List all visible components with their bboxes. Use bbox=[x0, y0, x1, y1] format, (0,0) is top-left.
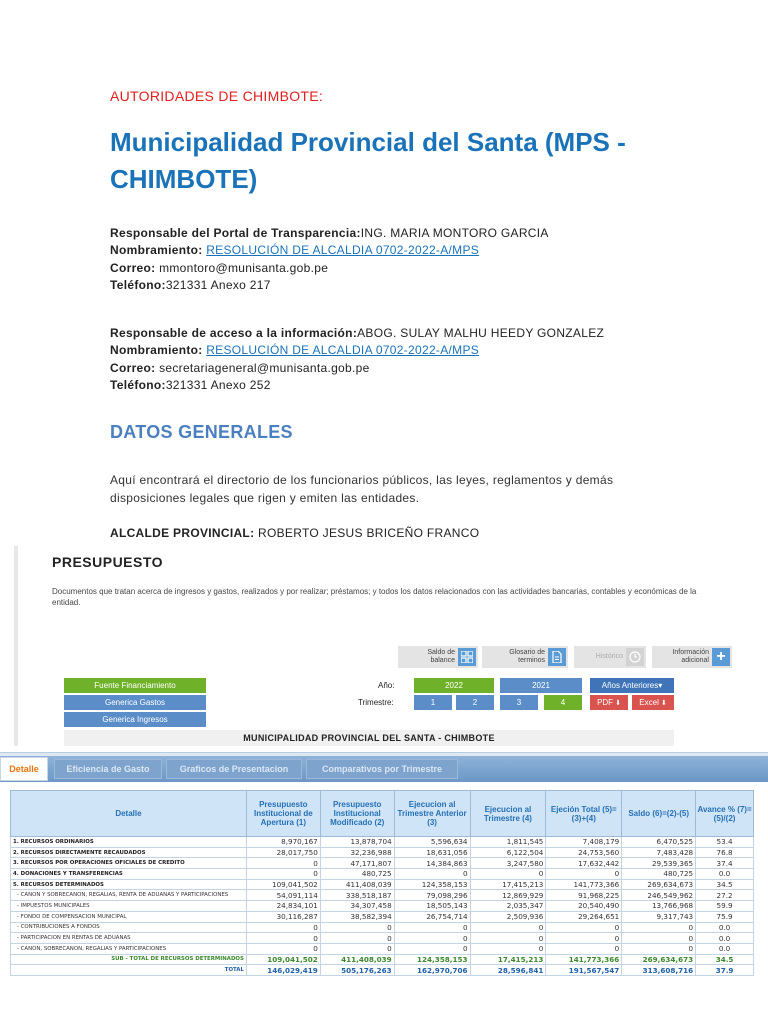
row-value: 269,634,673 bbox=[622, 954, 696, 965]
row-value: 6,470,525 bbox=[622, 837, 696, 848]
row-value: 0 bbox=[394, 933, 470, 944]
header-pia: Presupuesto Institucional de Apertura (1) bbox=[246, 791, 320, 837]
row-value: 480,725 bbox=[320, 869, 394, 880]
row-value: 29,264,651 bbox=[546, 911, 622, 922]
row-value: 7,483,428 bbox=[622, 847, 696, 858]
row-label: 3. RECURSOS POR OPERACIONES OFICIALES DE CREDITO bbox=[11, 858, 247, 869]
row-label: 2. RECURSOS DIRECTAMENTE RECAUDADOS bbox=[11, 847, 247, 858]
row-value: 9,317,743 bbox=[622, 911, 696, 922]
transparency-phone-label: Teléfono: bbox=[110, 277, 166, 292]
row-label: TOTAL bbox=[11, 965, 247, 976]
table-row bbox=[11, 911, 754, 922]
header-ejec-total: Ejeción Total (5)=(3)+(4) bbox=[546, 791, 622, 837]
row-value: 141,773,366 bbox=[546, 954, 622, 965]
table-body bbox=[11, 837, 754, 976]
row-value: 8,970,167 bbox=[246, 837, 320, 848]
row-label: - CANON, SOBRECANON, REGALIAS Y PARTICIPACIONES bbox=[11, 943, 247, 954]
quarter-4-button[interactable]: 4 bbox=[544, 695, 582, 710]
row-value: 28,017,750 bbox=[246, 847, 320, 858]
row-value: 0 bbox=[320, 933, 394, 944]
row-value: 191,567,547 bbox=[546, 965, 622, 976]
transparency-responsible-name: ING. MARIA MONTORO GARCIA bbox=[360, 226, 549, 240]
pdf-export-button[interactable] bbox=[590, 695, 628, 710]
row-value: 18,631,056 bbox=[394, 847, 470, 858]
row-value: 141,773,366 bbox=[546, 879, 622, 890]
row-value: 17,415,213 bbox=[470, 879, 546, 890]
header-saldo: Saldo (6)=(2)-(5) bbox=[622, 791, 696, 837]
row-value: 47,171,807 bbox=[320, 858, 394, 869]
anio-label: Año: bbox=[378, 681, 395, 690]
quarter-2-button[interactable]: 2 bbox=[456, 695, 494, 710]
row-value: 269,634,673 bbox=[622, 879, 696, 890]
row-label: - CONTRIBUCIONES A FONDOS bbox=[11, 922, 247, 933]
general-section-title: DATOS GENERALES bbox=[110, 422, 293, 442]
clock-icon bbox=[626, 648, 644, 666]
row-value: 0 bbox=[246, 933, 320, 944]
table-row bbox=[11, 858, 754, 869]
table-row bbox=[11, 879, 754, 890]
transparency-responsible-label: Responsable del Portal de Transparencia: bbox=[110, 226, 361, 240]
header-detalle: Detalle bbox=[11, 791, 247, 837]
row-value: 0 bbox=[470, 943, 546, 954]
table-row bbox=[11, 901, 754, 912]
glosario-button[interactable] bbox=[482, 646, 568, 668]
table-row bbox=[11, 943, 754, 954]
row-avance: 37.4 bbox=[696, 858, 754, 869]
year-2022-button[interactable]: 2022 bbox=[414, 678, 494, 693]
row-value: 18,505,143 bbox=[394, 901, 470, 912]
table-row bbox=[11, 954, 754, 965]
fuente-financiamiento-button[interactable]: Fuente Financiamiento bbox=[64, 678, 206, 693]
row-value: 29,539,365 bbox=[622, 858, 696, 869]
row-value: 411,408,039 bbox=[320, 954, 394, 965]
tabs-bar bbox=[0, 752, 768, 782]
row-value: 338,518,187 bbox=[320, 890, 394, 901]
table-row bbox=[11, 837, 754, 848]
row-value: 2,035,347 bbox=[470, 901, 546, 912]
row-label: 1. RECURSOS ORDINARIOS bbox=[11, 837, 247, 848]
budget-table bbox=[10, 790, 754, 976]
download-icon: ⬇ bbox=[615, 699, 621, 707]
row-value: 0 bbox=[246, 869, 320, 880]
row-avance: 0.0 bbox=[696, 922, 754, 933]
authorities-heading: AUTORIDADES DE CHIMBOTE: bbox=[110, 88, 324, 104]
row-value: 0 bbox=[246, 922, 320, 933]
row-value: 0 bbox=[470, 933, 546, 944]
header-ejec-anterior: Ejecucion al Trimestre Anterior (3) bbox=[394, 791, 470, 837]
table-row bbox=[11, 847, 754, 858]
row-value: 6,122,504 bbox=[470, 847, 546, 858]
row-label: SUB - TOTAL DE RECURSOS DETERMINADOS bbox=[11, 954, 247, 965]
row-value: 480,725 bbox=[622, 869, 696, 880]
row-value: 24,753,560 bbox=[546, 847, 622, 858]
presupuesto-title: PRESUPUESTO bbox=[52, 554, 164, 570]
row-value: 1,811,545 bbox=[470, 837, 546, 848]
informacion-button[interactable] bbox=[652, 646, 732, 668]
row-value: 0 bbox=[622, 933, 696, 944]
historico-label: Histórico bbox=[595, 653, 623, 660]
row-value: 26,754,714 bbox=[394, 911, 470, 922]
row-value: 0 bbox=[470, 922, 546, 933]
row-value: 17,632,442 bbox=[546, 858, 622, 869]
row-value: 109,041,502 bbox=[246, 879, 320, 890]
presupuesto-description: Documentos que tratan acerca de ingresos y gastos, realizados y por realizar; préstamos; y todos los datos relacionados con las actividades bancarias, contables y económicas de la entidad. bbox=[52, 587, 697, 607]
information-responsible-name: ABOG. SULAY MALHU HEEDY GONZALEZ bbox=[357, 326, 605, 340]
row-label: - IMPUESTOS MUNICIPALES bbox=[11, 901, 247, 912]
information-phone-label: Teléfono: bbox=[110, 377, 166, 392]
row-value: 411,408,039 bbox=[320, 879, 394, 890]
document-icon bbox=[548, 648, 566, 666]
historico-button[interactable] bbox=[574, 646, 646, 668]
row-value: 0 bbox=[394, 922, 470, 933]
table-row bbox=[11, 965, 754, 976]
row-value: 0 bbox=[546, 922, 622, 933]
grid-icon bbox=[458, 648, 476, 666]
row-label: - PARTICIPACION EN RENTAS DE ADUANAS bbox=[11, 933, 247, 944]
tab-comparativos-trimestre[interactable]: Comparativos por Trimestre bbox=[306, 759, 458, 779]
row-value: 5,596,634 bbox=[394, 837, 470, 848]
header-pim: Presupuesto Institucional Modificado (2) bbox=[320, 791, 394, 837]
row-value: 246,549,962 bbox=[622, 890, 696, 901]
row-avance: 76.8 bbox=[696, 847, 754, 858]
row-label: - FONDO DE COMPENSACION MUNICIPAL bbox=[11, 911, 247, 922]
row-avance: 59.9 bbox=[696, 901, 754, 912]
row-avance: 34.5 bbox=[696, 954, 754, 965]
previous-years-dropdown[interactable]: Años Anteriores▾ bbox=[590, 678, 674, 693]
tab-eficiencia-gasto[interactable]: Eficiencia de Gasto bbox=[54, 759, 162, 779]
glosario-label: Glosario de terminos bbox=[509, 649, 545, 664]
entity-bar: MUNICIPALIDAD PROVINCIAL DEL SANTA - CHIMBOTE bbox=[64, 730, 674, 746]
information-email-label: Correo: bbox=[110, 360, 156, 375]
transparency-contact bbox=[110, 225, 549, 294]
transparency-appointment-label: Nombramiento: bbox=[110, 243, 203, 258]
row-value: 38,582,394 bbox=[320, 911, 394, 922]
row-avance: 53.4 bbox=[696, 837, 754, 848]
row-label: 4. DONACIONES Y TRANSFERENCIAS bbox=[11, 869, 247, 880]
informacion-label: Información adicional bbox=[672, 649, 709, 664]
tab-graficos-presentacion[interactable]: Graficos de Presentacion bbox=[166, 759, 302, 779]
row-avance: 0.0 bbox=[696, 869, 754, 880]
row-value: 30,116,287 bbox=[246, 911, 320, 922]
general-description: Aquí encontrará el directorio de los funcionarios públicos, las leyes, reglamentos y demás disposiciones legales que rigen y emiten las entidades. bbox=[110, 473, 614, 505]
quarter-3-button[interactable]: 3 bbox=[500, 695, 538, 710]
table-row bbox=[11, 933, 754, 944]
budget-table-wrapper bbox=[10, 790, 754, 976]
plus-icon: + bbox=[712, 648, 730, 666]
row-value: 20,540,490 bbox=[546, 901, 622, 912]
row-value: 0 bbox=[320, 922, 394, 933]
information-responsible-label: Responsable de acceso a la información: bbox=[110, 326, 358, 340]
row-value: 0 bbox=[246, 858, 320, 869]
row-value: 0 bbox=[622, 922, 696, 933]
row-value: 505,176,263 bbox=[320, 965, 394, 976]
presupuesto-panel bbox=[14, 546, 768, 746]
saldo-balance-button[interactable] bbox=[398, 646, 478, 668]
row-avance: 75.9 bbox=[696, 911, 754, 922]
download-icon: ⬇ bbox=[660, 699, 667, 707]
row-value: 146,029,419 bbox=[246, 965, 320, 976]
row-value: 12,869,929 bbox=[470, 890, 546, 901]
excel-label: Excel bbox=[639, 698, 659, 707]
page-title: Municipalidad Provincial del Santa (MPS - CHIMBOTE) bbox=[110, 127, 626, 194]
row-value: 24,834,101 bbox=[246, 901, 320, 912]
tab-detalle[interactable]: Detalle bbox=[0, 757, 48, 781]
row-value: 0 bbox=[546, 933, 622, 944]
row-value: 14,384,863 bbox=[394, 858, 470, 869]
presupuesto-toolbar bbox=[398, 646, 738, 668]
row-value: 3,247,580 bbox=[470, 858, 546, 869]
row-value: 0 bbox=[394, 869, 470, 880]
information-phone: 321331 Anexo 252 bbox=[165, 377, 271, 392]
row-value: 34,307,458 bbox=[320, 901, 394, 912]
row-value: 13,878,704 bbox=[320, 837, 394, 848]
row-value: 32,236,988 bbox=[320, 847, 394, 858]
generica-ingresos-button[interactable]: Generica Ingresos bbox=[64, 712, 206, 727]
row-avance: 37.9 bbox=[696, 965, 754, 976]
row-value: 13,766,968 bbox=[622, 901, 696, 912]
row-avance: 34.5 bbox=[696, 879, 754, 890]
excel-export-button[interactable] bbox=[632, 695, 674, 710]
header-avance: Avance % (7)=(5)/(2) bbox=[696, 791, 754, 837]
row-value: 91,968,225 bbox=[546, 890, 622, 901]
generica-gastos-button[interactable]: Generica Gastos bbox=[64, 695, 206, 710]
transparency-email-label: Correo: bbox=[110, 260, 156, 275]
trimestre-label: Trimestre: bbox=[358, 698, 394, 707]
table-row bbox=[11, 890, 754, 901]
row-value: 0 bbox=[470, 869, 546, 880]
table-header-row bbox=[11, 791, 754, 837]
row-label: 5. RECURSOS DETERMINADOS bbox=[11, 879, 247, 890]
information-appointment-link[interactable]: RESOLUCIÓN DE ALCALDIA 0702-2022-A/MPS bbox=[206, 343, 480, 358]
row-avance: 0.0 bbox=[696, 933, 754, 944]
row-value: 7,408,179 bbox=[546, 837, 622, 848]
row-value: 124,358,153 bbox=[394, 879, 470, 890]
row-value: 2,509,936 bbox=[470, 911, 546, 922]
header-ejec-trimestre: Ejecucion al Trimestre (4) bbox=[470, 791, 546, 837]
transparency-email: mmontoro@munisanta.gob.pe bbox=[159, 260, 329, 275]
table-row bbox=[11, 922, 754, 933]
year-2021-button[interactable]: 2021 bbox=[500, 678, 582, 693]
row-value: 0 bbox=[546, 869, 622, 880]
table-row bbox=[11, 869, 754, 880]
row-value: 17,415,213 bbox=[470, 954, 546, 965]
row-label: - CANON Y SOBRECANON, REGALIAS, RENTA DE ADUANAS Y PARTICIPACIONES bbox=[11, 890, 247, 901]
row-value: 0 bbox=[246, 943, 320, 954]
information-appointment-label: Nombramiento: bbox=[110, 343, 203, 358]
transparency-appointment-link[interactable]: RESOLUCIÓN DE ALCALDIA 0702-2022-A/MPS bbox=[206, 243, 480, 258]
mayor-label: ALCALDE PROVINCIAL: bbox=[110, 526, 255, 540]
row-avance: 27.2 bbox=[696, 890, 754, 901]
row-value: 0 bbox=[546, 943, 622, 954]
row-value: 109,041,502 bbox=[246, 954, 320, 965]
mayor-name: ROBERTO JESUS BRICEÑO FRANCO bbox=[258, 526, 480, 540]
row-value: 28,596,841 bbox=[470, 965, 546, 976]
saldo-balance-label: Saldo de balance bbox=[427, 649, 455, 664]
information-contact bbox=[110, 325, 604, 394]
row-value: 54,091,114 bbox=[246, 890, 320, 901]
quarter-1-button[interactable]: 1 bbox=[414, 695, 452, 710]
row-value: 124,358,153 bbox=[394, 954, 470, 965]
row-value: 0 bbox=[320, 943, 394, 954]
transparency-phone: 321331 Anexo 217 bbox=[165, 277, 271, 292]
pdf-label: PDF bbox=[597, 698, 614, 707]
row-value: 313,608,716 bbox=[622, 965, 696, 976]
row-value: 0 bbox=[622, 943, 696, 954]
row-value: 162,970,706 bbox=[394, 965, 470, 976]
information-email: secretariageneral@munisanta.gob.pe bbox=[159, 360, 370, 375]
mayor-line bbox=[110, 526, 479, 540]
row-value: 79,098,296 bbox=[394, 890, 470, 901]
row-avance: 0.0 bbox=[696, 943, 754, 954]
row-value: 0 bbox=[394, 943, 470, 954]
